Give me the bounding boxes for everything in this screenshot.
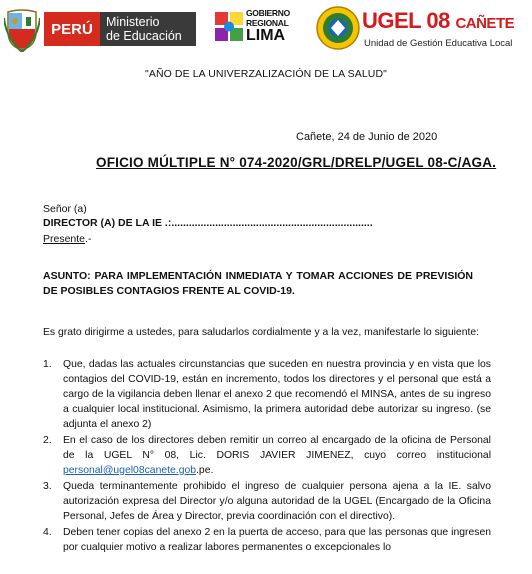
recipient-line: DIRECTOR (A) DE LA IE .:..................................................................... xyxy=(43,217,373,229)
list-item-text-end: .pe. xyxy=(196,465,214,476)
ministerio-line-1: Ministerio xyxy=(106,15,160,29)
list-item-text: En el caso de los directores deben remitir un correo al encargado de la oficina de Personal de la UGEL N° 08, Lic. DORIS JAVIER JIMENEZ, cuyo correo institucional xyxy=(63,435,491,461)
list-item-number: 3. xyxy=(43,481,52,492)
subject-line: ASUNTO: PARA IMPLEMENTACIÓN INMEDIATA Y TOMAR ACCIONES DE PREVISIÓN DE POSIBLES CONTAGIOS FRENTE AL COVID-19. xyxy=(43,270,473,297)
ministerio-logo xyxy=(100,12,196,46)
ministerio-line-2: de Educación xyxy=(106,29,182,43)
peru-logo: PERÚ xyxy=(44,12,100,46)
gobierno-regional-text: GOBIERNO REGIONAL LIMA xyxy=(246,8,290,44)
letterhead xyxy=(0,0,532,62)
list-item xyxy=(43,357,491,432)
document-title: OFICIO MÚLTIPLE N° 074-2020/GRL/DRELP/UGEL 08-C/AGA. xyxy=(96,155,497,170)
list-item-text: Queda terminantemente prohibido el ingreso de cualquier persona ajena a la IE. salvo autorización expresa del Director y/o alguna autoridad de la UGEL (Encargado de la Oficina Personal, Jefes de Área y Director, previa coordinación con el directivo). xyxy=(63,481,491,522)
numbered-list xyxy=(43,357,491,556)
gobierno-regional-icon xyxy=(214,10,244,44)
list-item-text: Deben tener copias del anexo 2 en la puerta de acceso, para que las personas que ingresen por cualquier motivo a realizar labores permanentes o excepcionales lo xyxy=(63,527,491,553)
list-item xyxy=(43,479,491,524)
list-item xyxy=(43,525,491,555)
list-item-number: 1. xyxy=(43,359,52,370)
year-motto: "AÑO DE LA UNIVERZALIZACIÓN DE LA SALUD" xyxy=(145,68,387,80)
ugel-title: UGEL 08 CAÑETE xyxy=(362,8,515,33)
ugel-subtitle: Unidad de Gestión Educativa Local xyxy=(364,38,513,49)
list-item-text: Que, dadas las actuales circunstancias que suceden en nuestra provincia y en vista que los contagios del COVID-19, están en incremento, todos los directores y el personal que está a cargo de la vigilancia deben llenar el anexo 2 que recomendó el MINSA, antes de su ingreso a cualquier local institucional. Asimismo, la primera autoridad debe autorizar su ingreso. (se adjunta el anexo 2) xyxy=(63,359,491,430)
email-link[interactable]: personal@ugel08canete.gob xyxy=(63,465,197,476)
presente-line: Presente.- xyxy=(43,233,92,245)
list-item-number: 2. xyxy=(43,435,52,446)
date-line: Cañete, 24 de Junio de 2020 xyxy=(296,131,438,143)
peru-coat-of-arms-icon xyxy=(4,8,40,52)
recipient-salutation: Señor (a) xyxy=(43,203,87,215)
list-item-number: 4. xyxy=(43,527,52,538)
ugel-seal-icon xyxy=(316,4,360,52)
greeting-paragraph: Es grato dirigirme a ustedes, para saludarlos cordialmente y a la vez, manifestarle lo siguiente: xyxy=(43,327,480,338)
list-item xyxy=(43,433,491,478)
